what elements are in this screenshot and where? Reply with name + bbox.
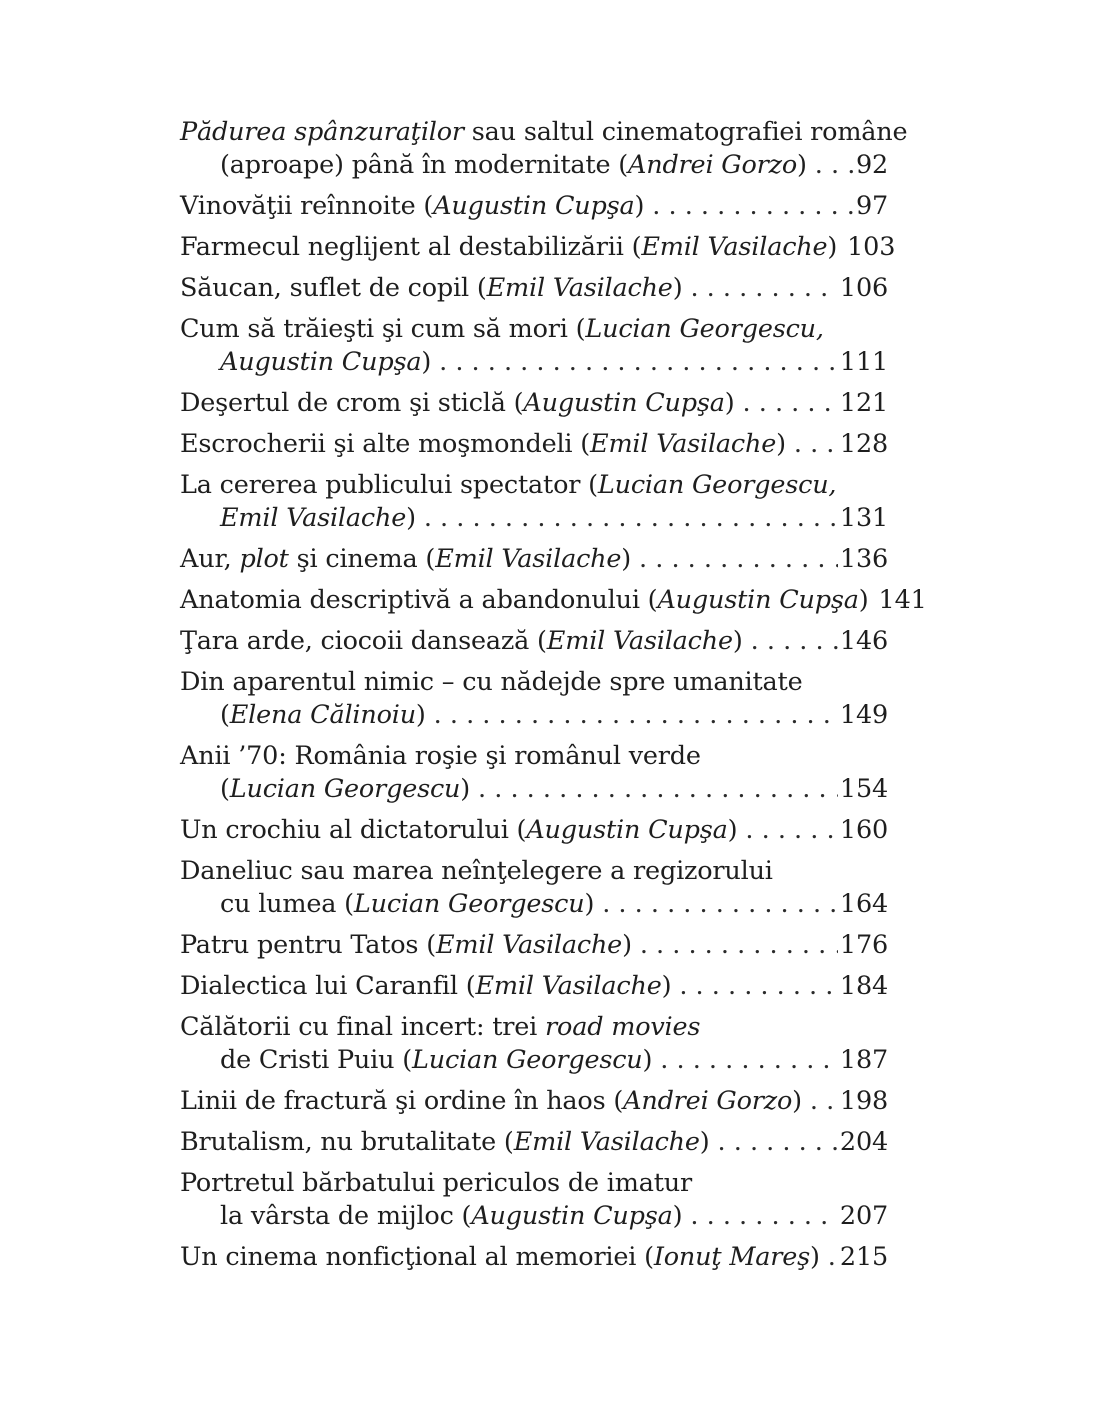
dot-leader xyxy=(690,272,837,305)
page-number: 198 xyxy=(839,1086,888,1116)
dot-leader xyxy=(810,1085,838,1118)
entry-author: Lucian Georgescu, xyxy=(585,314,824,344)
toc-entry[interactable] xyxy=(180,970,888,1003)
page-number: 121 xyxy=(839,388,888,418)
toc-entry[interactable] xyxy=(180,387,888,420)
entry-last-line: (Lucian Georgescu) . . . 154 xyxy=(180,773,888,806)
page-number: 111 xyxy=(839,347,888,377)
entry-author: Lucian Georgescu, xyxy=(597,470,837,500)
toc-entry[interactable] xyxy=(180,1167,888,1233)
dot-leader xyxy=(743,387,838,420)
entry-author: Emil Vasilache xyxy=(641,232,828,262)
entry-last-line: cu lumea (Lucian Georgescu) . . . 164 xyxy=(180,888,888,921)
italic-term: road movies xyxy=(545,1012,701,1042)
entry-last-line: Linii de fractură şi ordine în haos (Andrei Gorzo) . . . 198 xyxy=(180,1085,888,1118)
entry-last-line: Dialectica lui Caranfil (Emil Vasilache) . . . 184 xyxy=(180,970,888,1003)
entry-author: Emil Vasilache xyxy=(513,1127,700,1157)
page-number: 160 xyxy=(839,815,888,845)
entry-author: Andrei Gorzo xyxy=(628,150,798,180)
page-number: 154 xyxy=(839,774,888,804)
entry-last-line: Anatomia descriptivă a abandonului (Augustin Cupşa) 141 xyxy=(180,585,927,615)
entry-last-line: Un crochiu al dictatorului (Augustin Cupşa) . . . 160 xyxy=(180,814,888,847)
dot-leader xyxy=(794,428,838,461)
entry-last-line: (aproape) până în modernitate (Andrei Gorzo) . . . 92 xyxy=(180,149,888,182)
dot-leader xyxy=(751,625,838,658)
entry-title-line: Cum să trăieşti şi cum să mori (Lucian Georgescu, xyxy=(180,314,824,344)
page-number: 184 xyxy=(839,971,888,1001)
entry-author: Lucian Georgescu xyxy=(229,774,461,804)
entry-author: Augustin Cupşa xyxy=(523,388,725,418)
page-number: 215 xyxy=(839,1242,888,1272)
entry-author: Andrei Gorzo xyxy=(623,1086,793,1116)
entry-author: Emil Vasilache xyxy=(486,273,673,303)
toc-entry[interactable] xyxy=(180,272,888,305)
entry-author: Lucian Georgescu xyxy=(353,889,585,919)
dot-leader xyxy=(424,502,838,535)
page-number: 141 xyxy=(878,585,927,615)
page-number: 207 xyxy=(839,1201,888,1231)
entry-title-line: Daneliuc sau marea neînţelegere a regizorului xyxy=(180,856,773,886)
entry-author: Elena Călinoiu xyxy=(229,700,416,730)
dot-leader xyxy=(745,814,838,847)
toc-entry[interactable] xyxy=(180,1011,888,1077)
toc-entry[interactable] xyxy=(180,1241,888,1274)
entry-author: Emil Vasilache xyxy=(435,930,623,960)
toc-entry[interactable] xyxy=(180,929,888,962)
entry-author: Lucian Georgescu xyxy=(412,1045,643,1075)
entry-last-line: de Cristi Puiu (Lucian Georgescu) . . . 187 xyxy=(180,1044,888,1077)
entry-last-line: Escrocherii şi alte moşmondeli (Emil Vasilache) . . . 128 xyxy=(180,428,888,461)
toc-entry[interactable] xyxy=(180,584,927,617)
entry-author: Emil Vasilache xyxy=(220,503,407,533)
page-number: 103 xyxy=(847,232,896,262)
dot-leader xyxy=(478,773,838,806)
toc-entry[interactable] xyxy=(180,1126,888,1159)
entry-author: Augustin Cupşa xyxy=(220,347,422,377)
entry-author: Emil Vasilache xyxy=(475,971,662,1001)
entry-author: Emil Vasilache xyxy=(546,626,733,656)
entry-author: Emil Vasilache xyxy=(590,429,777,459)
entry-title-line: Călătorii cu final incert: trei road movies xyxy=(180,1012,701,1042)
entry-last-line: Ţara arde, ciocoii dansează (Emil Vasilache) . . . 146 xyxy=(180,625,888,658)
page-number: 149 xyxy=(839,700,888,730)
entry-last-line: (Elena Călinoiu) . . . 149 xyxy=(180,699,888,732)
page-number: 106 xyxy=(839,273,888,303)
dot-leader xyxy=(718,1126,838,1159)
entry-last-line: Vinovăţii reînnoite (Augustin Cupşa) . . . 97 xyxy=(180,190,888,223)
entry-author: Augustin Cupşa xyxy=(657,585,859,615)
toc-entry[interactable] xyxy=(180,190,888,223)
entry-title-line: La cererea publicului spectator (Lucian Georgescu, xyxy=(180,470,837,500)
page-number: 146 xyxy=(839,626,888,656)
page-number: 204 xyxy=(839,1127,888,1157)
page-number: 97 xyxy=(855,191,888,221)
entry-author: Augustin Cupşa xyxy=(433,191,635,221)
entry-title-line: Din aparentul nimic – cu nădejde spre umanitate xyxy=(180,667,803,697)
dot-leader xyxy=(690,1200,838,1233)
toc-entry[interactable] xyxy=(180,543,888,576)
entry-last-line: la vârsta de mijloc (Augustin Cupşa) . . . 207 xyxy=(180,1200,888,1233)
entry-last-line: Emil Vasilache) . . . 131 xyxy=(180,502,888,535)
entry-author: Ionuţ Mareş xyxy=(653,1242,810,1272)
dot-leader xyxy=(652,190,854,223)
entry-title-line: Anii ’70: România roşie şi românul verde xyxy=(180,741,701,771)
dot-leader xyxy=(439,346,838,379)
entry-last-line: Brutalism, nu brutalitate (Emil Vasilache) . . . 204 xyxy=(180,1126,888,1159)
dot-leader xyxy=(640,929,838,962)
toc-entry[interactable] xyxy=(180,469,888,535)
entry-author: Augustin Cupşa xyxy=(526,815,728,845)
entry-last-line: Patru pentru Tatos (Emil Vasilache) . . . 176 xyxy=(180,929,888,962)
page-number: 131 xyxy=(839,503,888,533)
page-number: 128 xyxy=(839,429,888,459)
entry-author: Augustin Cupşa xyxy=(471,1201,673,1231)
toc-entry[interactable] xyxy=(180,116,908,182)
toc-entry[interactable] xyxy=(180,428,888,461)
dot-leader xyxy=(602,888,838,921)
toc-entry[interactable] xyxy=(180,666,888,732)
dot-leader xyxy=(660,1044,838,1077)
dot-leader xyxy=(434,699,838,732)
entry-title-line: Portretul bărbatului periculos de imatur xyxy=(180,1168,692,1198)
entry-last-line: Deşertul de crom şi sticlă (Augustin Cupşa) . . . 121 xyxy=(180,387,888,420)
entry-last-line: Un cinema nonficţional al memoriei (Ionuţ Mareş) . . . 215 xyxy=(180,1241,888,1274)
dot-leader xyxy=(815,149,854,182)
page-number: 136 xyxy=(839,544,888,574)
page-number: 187 xyxy=(839,1045,888,1075)
entry-author: Emil Vasilache xyxy=(435,544,622,574)
toc-entry[interactable] xyxy=(180,814,888,847)
toc-entry[interactable] xyxy=(180,313,888,379)
page-number: 92 xyxy=(855,150,888,180)
entry-last-line: Săucan, suflet de copil (Emil Vasilache) . . . 106 xyxy=(180,272,888,305)
dot-leader xyxy=(639,543,838,576)
toc-entry[interactable] xyxy=(180,740,888,806)
toc-entry[interactable] xyxy=(180,231,896,264)
page-number: 176 xyxy=(839,930,888,960)
entry-title-line: Pădurea spânzuraţilor sau saltul cinematografiei române xyxy=(180,117,908,147)
page-number: 164 xyxy=(839,889,888,919)
table-of-contents xyxy=(180,116,927,1282)
dot-leader xyxy=(828,1241,838,1274)
toc-entry[interactable] xyxy=(180,1085,888,1118)
italic-term: plot xyxy=(239,544,289,574)
toc-entry[interactable] xyxy=(180,625,888,658)
entry-last-line: Aur, plot şi cinema (Emil Vasilache) . . . 136 xyxy=(180,543,888,576)
dot-leader xyxy=(679,970,838,1003)
toc-entry[interactable] xyxy=(180,855,888,921)
entry-last-line: Farmecul neglijent al destabilizării (Emil Vasilache) 103 xyxy=(180,232,896,262)
film-title: Pădurea spânzuraţilor xyxy=(180,117,464,147)
entry-last-line: Augustin Cupşa) . . . 111 xyxy=(180,346,888,379)
